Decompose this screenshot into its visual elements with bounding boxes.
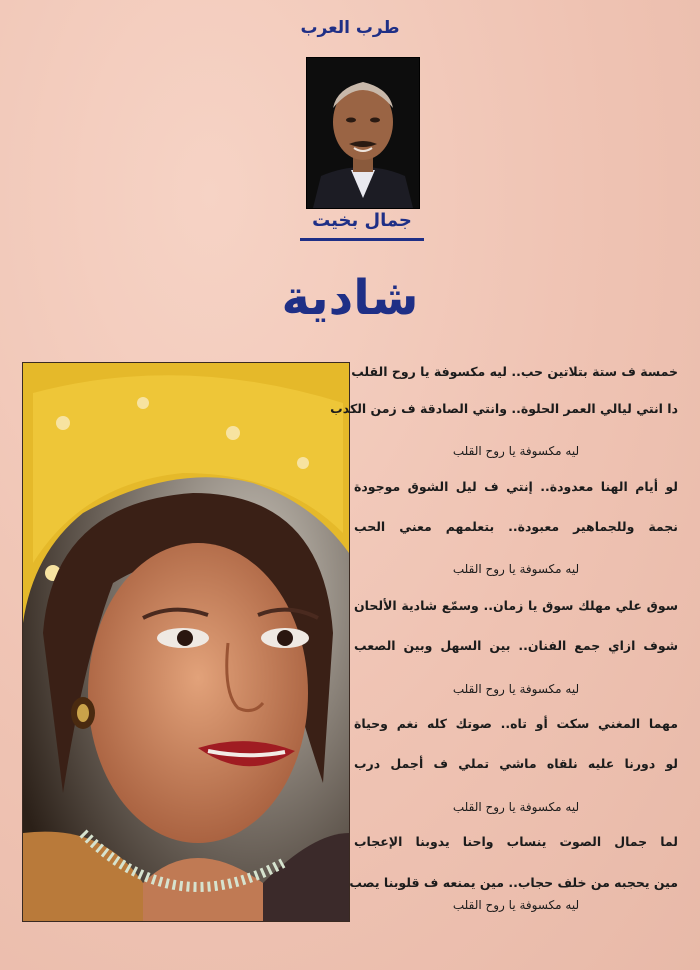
poem-refrain: ليه مكسوفة يا روح القلب [452, 898, 580, 912]
poem-refrain: ليه مكسوفة يا روح القلب [452, 682, 580, 696]
section-title: طرب العرب [300, 18, 400, 38]
poem-refrain: ليه مكسوفة يا روح القلب [452, 444, 580, 458]
author-divider [300, 238, 424, 241]
poem-line: شوف ازاي جمع الفنان.. بين السهل وبين الصعب [354, 638, 678, 653]
poem-line: نجمة وللجماهير معبودة.. بتعلمهم معني الحب [354, 519, 678, 534]
poem-line: لما جمال الصوت ينساب واحنا يدوبنا الإعجاب [354, 834, 678, 849]
poem-refrain: ليه مكسوفة يا روح القلب [452, 800, 580, 814]
poem-title: شادية [281, 270, 419, 326]
poem-line: دا انتي ليالي العمر الحلوة.. وانتي الصادقة ف زمن الكدب [330, 401, 678, 416]
poem-line: سوق علي مهلك سوق يا زمان.. وسمّع شادية الألحان [354, 598, 678, 613]
poem-text [330, 360, 678, 950]
poem-line: مهما المغني سكت أو تاه.. صوتك كله نغم وحياة [354, 716, 678, 731]
author-photo [306, 57, 420, 209]
poem-refrain: ليه مكسوفة يا روح القلب [452, 562, 580, 576]
poem-line: لو أيام الهنا معدودة.. إنتي ف ليل الشوق موجودة [354, 479, 678, 494]
author-name: جمال بخيت [312, 210, 412, 231]
poem-line: لو دورنا عليه نلقاه ماشي تملي ف أجمل درب [354, 756, 678, 771]
poem-line: خمسة ف ستة بتلاتين حب.. ليه مكسوفة يا روح القلب [351, 364, 678, 379]
poem-line: مين يحجبه من خلف حجاب.. مين يمنعه ف قلوبنا يصب [349, 875, 678, 890]
singer-photo [22, 362, 350, 922]
